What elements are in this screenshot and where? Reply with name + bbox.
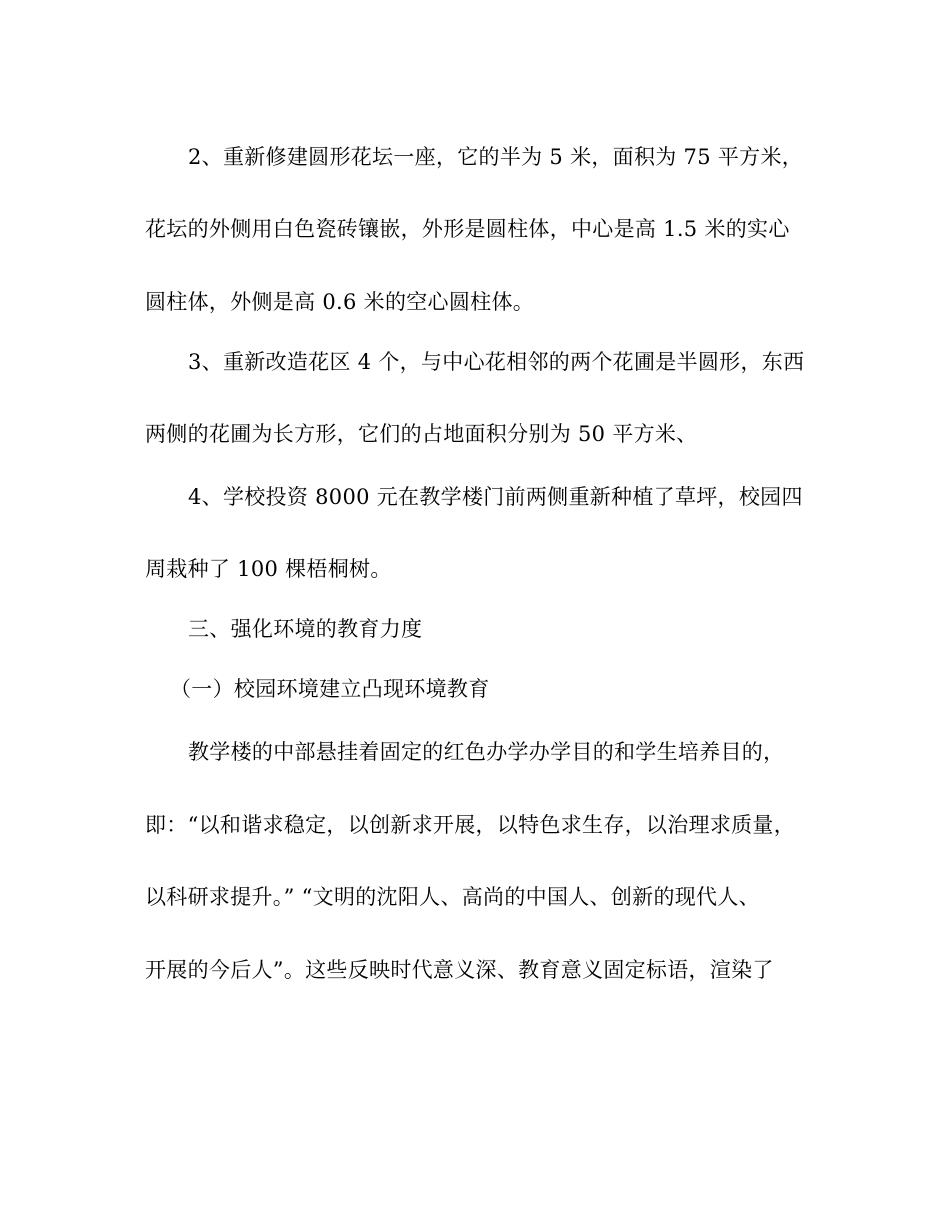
- paragraph-3-line-2: 两侧的花圃为长方形，它们的占地面积分别为 50 平方米、: [145, 422, 698, 446]
- subsection-heading: （一）校园环境建立凸现环境教育: [170, 677, 490, 701]
- paragraph-5-line-4: 开展的今后人”。这些反映时代意义深、教育意义固定标语，渲染了: [145, 958, 774, 982]
- section-heading: 三、强化环境的教育力度: [188, 617, 423, 641]
- paragraph-5-line-1: 教学楼的中部悬挂着固定的红色办学办学目的和学生培养目的，: [188, 740, 785, 764]
- paragraph-5-line-3: 以科研求提升。” “文明的沈阳人、高尚的中国人、创新的现代人、: [145, 885, 760, 909]
- paragraph-4-line-1: 4、学校投资 8000 元在教学楼门前两侧重新种植了草坪，校园四: [188, 485, 803, 509]
- paragraph-2-line-2: 花坛的外侧用白色瓷砖镶嵌，外形是圆柱体，中心是高 1.5 米的实心: [145, 217, 790, 241]
- paragraph-5-line-2: 即：“以和谐求稳定，以创新求开展，以特色求生存，以治理求质量，: [145, 813, 796, 837]
- paragraph-3-line-1: 3、重新改造花区 4 个，与中心花相邻的两个花圃是半圆形，东西: [188, 350, 805, 374]
- paragraph-2-line-3: 圆柱体，外侧是高 0.6 米的空心圆柱体。: [145, 290, 535, 314]
- paragraph-2-line-1: 2、重新修建圆形花坛一座，它的半为 5 米，面积为 75 平方米，: [188, 145, 804, 169]
- paragraph-4-line-2: 周栽种了 100 棵梧桐树。: [145, 557, 392, 581]
